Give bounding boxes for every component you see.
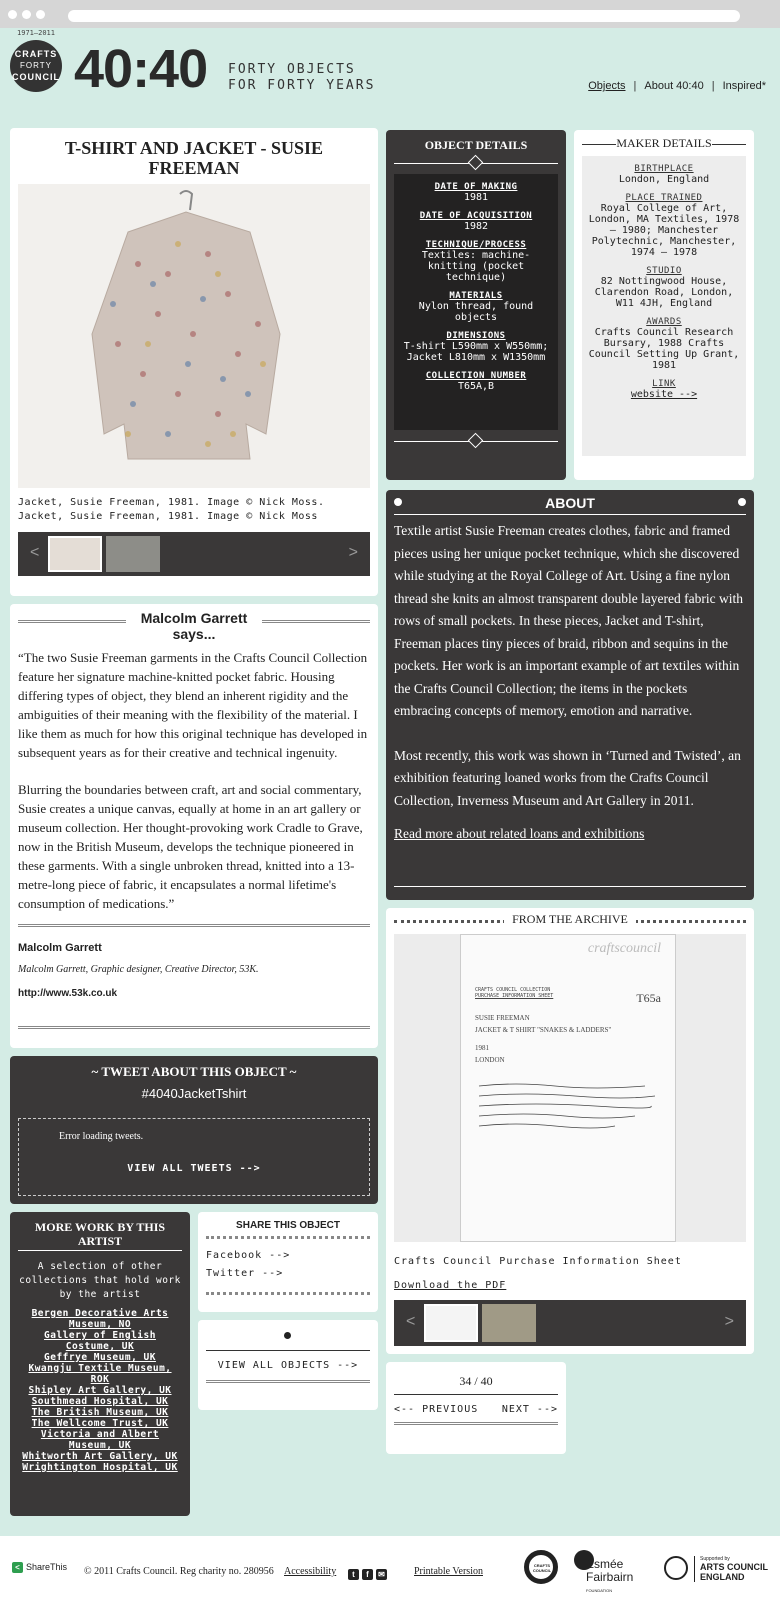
window-dot-icon xyxy=(36,10,45,19)
arts-council-line: ENGLAND xyxy=(700,1572,745,1582)
jacket-image xyxy=(18,184,370,488)
collection-link[interactable]: The British Museum, UK xyxy=(31,1407,169,1418)
arts-council-small: Supported by xyxy=(700,1556,730,1562)
object-counter: 34 / 40 xyxy=(459,1374,493,1388)
logo-years: 1971—2011 xyxy=(17,29,55,37)
detail-label: TECHNIQUE/PROCESS xyxy=(425,240,527,250)
divider xyxy=(262,620,370,623)
archive-caption: Crafts Council Purchase Information Sheet xyxy=(394,1256,682,1267)
next-image-arrow-icon[interactable]: > xyxy=(348,544,358,561)
detail-label: DIMENSIONS xyxy=(446,331,506,341)
maker-label: LINK xyxy=(652,379,676,389)
divider xyxy=(394,886,746,887)
next-archive-arrow-icon[interactable]: > xyxy=(724,1313,734,1330)
esmee-logo-text xyxy=(586,1558,646,1597)
maker-value: 82 Nottingwood House, Clarendon Road, London, W11 4JH, England xyxy=(594,276,734,309)
more-work-intro: A selection of other collections that hold work by the artist xyxy=(19,1261,181,1300)
doc-handwriting: LONDON xyxy=(475,1056,505,1064)
arts-council-emblem-icon xyxy=(664,1556,688,1580)
divider xyxy=(18,1026,370,1029)
arts-council-logo[interactable] xyxy=(694,1556,768,1582)
divider xyxy=(394,1394,558,1395)
collection-link[interactable]: Gallery of English Costume, UK xyxy=(44,1330,156,1352)
maker-label: STUDIO xyxy=(646,266,682,276)
nav-separator: | xyxy=(633,80,637,92)
accessibility-link[interactable]: Accessibility xyxy=(284,1566,337,1577)
share-twitter-link[interactable]: Twitter --> xyxy=(206,1268,284,1279)
doc-header: craftscouncil xyxy=(587,941,661,956)
sharethis-label: ShareThis xyxy=(26,1562,68,1572)
doc-handwriting: SUSIE FREEMAN xyxy=(475,1014,530,1022)
facebook-icon[interactable]: f xyxy=(362,1569,373,1580)
share-panel xyxy=(198,1212,378,1312)
top-navigation xyxy=(584,80,770,92)
copyright-text: © 2011 Crafts Council. Reg charity no. 280956 xyxy=(84,1566,274,1577)
arts-council-line: ARTS COUNCIL xyxy=(700,1562,768,1572)
object-details-heading: OBJECT DETAILS xyxy=(424,138,528,152)
thumbnail-tshirt[interactable] xyxy=(106,536,160,572)
archive-thumbnail-photo[interactable] xyxy=(482,1304,536,1342)
object-details-list xyxy=(394,174,558,430)
cc-logo-text: CRAFTS COUNCIL xyxy=(532,1563,552,1573)
address-bar[interactable] xyxy=(68,10,740,22)
maker-value: London, England xyxy=(618,174,710,185)
maker-details-heading: MAKER DETAILS xyxy=(616,136,712,150)
quote-paragraph: Blurring the boundaries between craft, art and social commentary, Susie creates a unique canvas, equally at home in an art gallery or museum collection. Her thought-provoking work Cradle to Grave, now in the British Museum, develops the technique pioneered in these garments. With a single unbroken thread, knitted into a 13-metre-long piece of fabric, it encapsulates a normal lifetime's consumption of medications.” xyxy=(18,782,363,911)
tagline-line: FOR FORTY YEARS xyxy=(228,78,376,93)
nav-separator: | xyxy=(711,80,715,92)
tweet-error: Error loading tweets. xyxy=(59,1131,144,1142)
about-panel xyxy=(386,490,754,900)
view-all-objects-panel xyxy=(198,1320,378,1410)
bullet-icon xyxy=(394,498,402,506)
collection-link[interactable]: Shipley Art Gallery, UK xyxy=(28,1385,172,1396)
about-heading: ABOUT xyxy=(545,495,595,511)
esmee-line: Esmée xyxy=(586,1557,624,1571)
object-caption xyxy=(18,496,324,524)
detail-label: DATE OF ACQUISITION xyxy=(419,211,533,221)
detail-value: 1982 xyxy=(463,221,489,232)
share-icon: < xyxy=(12,1562,23,1573)
collection-link[interactable]: Geffrye Museum, UK xyxy=(44,1352,156,1363)
thumbnail-jacket[interactable] xyxy=(48,536,102,572)
doc-line: CRAFTS COUNCIL COLLECTION xyxy=(475,987,551,993)
nav-inspired[interactable]: Inspired* xyxy=(722,80,766,92)
archive-thumbnail-document[interactable] xyxy=(424,1304,478,1342)
detail-value: T-shirt L590mm x W550mm; Jacket L810mm x W1350mm xyxy=(403,341,549,363)
social-icons xyxy=(348,1565,390,1583)
related-loans-link[interactable]: Read more about related loans and exhibitions xyxy=(394,826,645,841)
esmee-line: Fairbairn xyxy=(586,1570,634,1584)
archive-document-image[interactable] xyxy=(394,934,746,1242)
logo-text: CRAFTS xyxy=(14,49,58,59)
maker-website-link[interactable]: website --> xyxy=(630,389,698,400)
object-card xyxy=(10,128,378,596)
detail-label: COLLECTION NUMBER xyxy=(425,371,527,381)
tagline-line: FORTY OBJECTS xyxy=(228,62,356,77)
caption-line: Jacket, Susie Freeman, 1981. Image © Nick Moss. xyxy=(18,497,325,508)
download-pdf-link[interactable]: Download the PDF xyxy=(394,1280,507,1291)
browser-chrome xyxy=(0,0,780,28)
more-work-panel xyxy=(10,1212,190,1516)
previous-image-arrow-icon[interactable]: < xyxy=(30,544,40,561)
detail-label: MATERIALS xyxy=(449,291,503,301)
maker-value: Royal College of Art, London, MA Textiles, 1978 — 1980; Manchester Polytechnic, Manchester, 1974 — 1978 xyxy=(588,203,740,258)
object-main-image[interactable] xyxy=(18,184,370,488)
divider xyxy=(18,620,126,623)
quote-says: says... xyxy=(172,626,216,642)
quote-author-name: Malcolm Garrett xyxy=(140,610,248,626)
site-logo-4040[interactable]: 40:40 xyxy=(74,39,208,99)
collection-link[interactable]: Southmead Hospital, UK xyxy=(31,1396,169,1407)
sharethis-button[interactable] xyxy=(12,1562,67,1573)
collection-link[interactable]: Kwangju Textile Museum, ROK xyxy=(28,1363,172,1385)
site-footer xyxy=(0,1536,780,1602)
collection-links xyxy=(18,1308,182,1473)
detail-value: T65A,B xyxy=(457,381,495,392)
archive-panel xyxy=(386,908,754,1354)
doc-handwriting: JACKET & T SHIRT "SNAKES & LADDERS" xyxy=(475,1026,612,1034)
collection-link[interactable]: Bergen Decorative Arts Museum, NO xyxy=(31,1308,169,1330)
divider xyxy=(206,1236,370,1239)
image-thumbnail-strip xyxy=(18,532,370,576)
detail-value: Textiles: machine-knitting (pocket technique) xyxy=(421,250,531,283)
divider xyxy=(394,1422,558,1425)
doc-handwritten-notes xyxy=(475,1080,661,1140)
view-all-tweets-button[interactable]: VIEW ALL TWEETS --> xyxy=(127,1163,261,1174)
quote-author-url[interactable]: http://www.53k.co.uk xyxy=(18,988,118,999)
caption-line: Jacket, Susie Freeman, 1981. Image © Nick Moss xyxy=(18,511,318,522)
crafts-council-logo[interactable] xyxy=(10,29,62,92)
doc-ref: T65a xyxy=(636,991,661,1005)
divider xyxy=(206,1380,370,1383)
esmee-line: FOUNDATION xyxy=(586,1588,613,1593)
tweet-panel xyxy=(10,1056,378,1204)
about-paragraph: Textile artist Susie Freeman creates clothes, fabric and framed pieces using her unique pocket technique, which she discovered while studying at the Royal College of Art. Using a fine nylon thread she knits an almost transparent double layered fabric with rows of small pockets. In these pieces, Jacket and T-shirt, Freeman places tiny pieces of braid, ribbon and sequins in the pockets. Her work is an important example of art textiles within the Crafts Council Collection; the items in the pockets embracing concepts of memory, emotion and narrative. xyxy=(394,523,744,718)
share-facebook-link[interactable]: Facebook --> xyxy=(206,1250,291,1261)
site-header xyxy=(0,28,780,120)
nav-objects[interactable]: Objects xyxy=(588,80,626,92)
window-dot-icon xyxy=(8,10,17,19)
tweet-heading: ~ TWEET ABOUT THIS OBJECT ~ xyxy=(91,1064,297,1079)
doc-line: PURCHASE INFORMATION SHEET xyxy=(475,993,554,999)
bullet-icon xyxy=(284,1332,291,1339)
quote-heading xyxy=(10,610,378,642)
nav-about[interactable]: About 40:40 xyxy=(644,80,704,92)
detail-label: DATE OF MAKING xyxy=(434,182,518,192)
tweet-feed xyxy=(18,1118,370,1196)
window-dot-icon xyxy=(22,10,31,19)
quote-author-role: Malcolm Garrett, Graphic designer, Creative Director, 53K. xyxy=(18,964,259,975)
logo-text: FORTY xyxy=(20,61,52,70)
maker-label: BIRTHPLACE xyxy=(634,164,694,174)
collection-link[interactable]: Whitworth Art Gallery, UK xyxy=(22,1451,178,1462)
collection-link[interactable]: Wrightington Hospital, UK xyxy=(22,1462,178,1473)
doc-handwriting: 1981 xyxy=(475,1044,489,1052)
detail-value: Nylon thread, found objects xyxy=(418,301,534,323)
divider xyxy=(394,514,746,515)
share-heading: SHARE THIS OBJECT xyxy=(236,1220,340,1231)
quote-author: Malcolm Garrett xyxy=(18,942,102,954)
collection-link[interactable]: Victoria and Albert Museum, UK xyxy=(40,1429,160,1451)
view-all-objects-button[interactable]: VIEW ALL OBJECTS --> xyxy=(217,1360,359,1371)
divider xyxy=(18,924,370,927)
more-work-heading: MORE WORK BY THIS ARTIST xyxy=(34,1220,166,1248)
divider xyxy=(206,1350,370,1351)
email-icon[interactable]: ✉ xyxy=(376,1569,387,1580)
maker-label: PLACE TRAINED xyxy=(625,193,703,203)
diamond-icon xyxy=(468,433,484,449)
object-title: T-SHIRT AND JACKET - SUSIE FREEMAN xyxy=(64,138,324,178)
maker-details-list xyxy=(582,156,746,456)
previous-object-button[interactable]: <-- PREVIOUS xyxy=(394,1404,479,1415)
divider xyxy=(206,1292,370,1295)
pager-panel xyxy=(386,1362,566,1454)
quote-panel xyxy=(10,604,378,1048)
divider xyxy=(18,1250,182,1251)
maker-details-panel xyxy=(574,130,754,480)
bullet-icon xyxy=(738,498,746,506)
maker-value: Crafts Council Research Bursary, 1988 Crafts Council Setting Up Grant, 1981 xyxy=(588,327,740,371)
previous-archive-arrow-icon[interactable]: < xyxy=(406,1313,416,1330)
object-details-panel xyxy=(386,130,566,480)
printable-version-link[interactable]: Printable Version xyxy=(414,1566,483,1577)
next-object-button[interactable]: NEXT --> xyxy=(501,1404,558,1415)
archive-heading: FROM THE ARCHIVE xyxy=(504,912,636,927)
maker-label: AWARDS xyxy=(646,317,682,327)
site-tagline xyxy=(228,62,375,94)
about-paragraph: Most recently, this work was shown in ‘Turned and Twisted’, an exhibition featuring loaned works from the Crafts Council Collection, Inverness Museum and Art Gallery in 2011. xyxy=(394,747,741,808)
collection-link[interactable]: The Wellcome Trust, UK xyxy=(31,1418,169,1429)
detail-value: 1981 xyxy=(463,192,489,203)
crafts-council-footer-logo[interactable] xyxy=(524,1550,558,1584)
quote-paragraph: “The two Susie Freeman garments in the Crafts Council Collection feature her signature machine-knitted pocket fabric. Housing differing types of object, they blend an inherent rigidity and the ambiguities of their meaning with the flexibility of the material. I like them as much for how this original technique has developed in subsequent years as for their creative and technical ingenuity. xyxy=(18,650,368,760)
archive-thumbnail-strip xyxy=(394,1300,746,1346)
twitter-icon[interactable]: t xyxy=(348,1569,359,1580)
diamond-icon xyxy=(468,155,484,171)
tweet-hashtag[interactable]: #4040JacketTshirt xyxy=(141,1086,247,1101)
logo-text: COUNCIL xyxy=(12,72,60,82)
